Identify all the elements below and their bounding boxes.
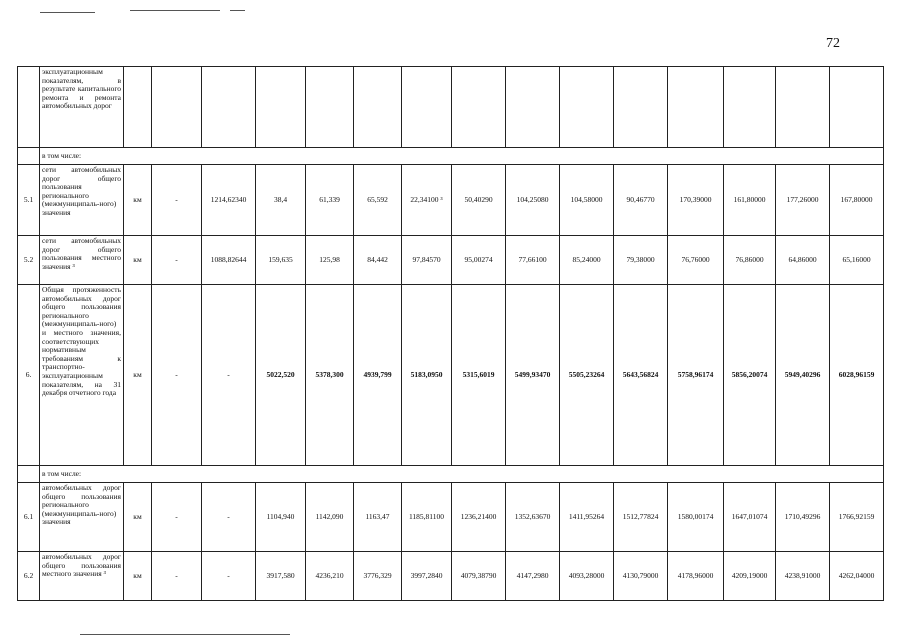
value-cell: 1512,77824 [614, 483, 668, 552]
value-cell [614, 67, 668, 148]
row-number-cell: 6. [18, 285, 40, 466]
value-cell: 90,46770 [614, 165, 668, 236]
value-cell: 4238,91000 [776, 552, 830, 601]
value-cell: 1647,01074 [724, 483, 776, 552]
table-row [18, 67, 884, 148]
scan-artifact-line [40, 12, 95, 13]
description-cell: сети автомобильных дорог общего пользования местного значения ³ [40, 236, 124, 285]
value-cell: 22,34100 ³ [402, 165, 452, 236]
value-cell: 3917,580 [256, 552, 306, 601]
value-cell: 159,635 [256, 236, 306, 285]
value-cell: 1142,090 [306, 483, 354, 552]
value-cell: - [152, 285, 202, 466]
subheader-cell: в том числе: [40, 148, 884, 165]
description-cell: Общая протяженность автомобильных дорог общего пользования регионального (межмуниципаль-ного) и местного значения, соответствующих нормативным требованиям к транспортно-эксплуатационным показателям, на 31 декабря отчетного года [40, 285, 124, 466]
value-cell [306, 67, 354, 148]
value-cell: 95,00274 [452, 236, 506, 285]
value-cell: 77,66100 [506, 236, 560, 285]
subheader-cell: в том числе: [40, 466, 884, 483]
value-cell: 65,16000 [830, 236, 884, 285]
value-cell [506, 67, 560, 148]
description-cell: сети автомобильных дорог общего пользования регионального (межмуниципаль-ного) значения [40, 165, 124, 236]
value-cell: 64,86000 [776, 236, 830, 285]
value-cell: 4130,79000 [614, 552, 668, 601]
value-cell [830, 67, 884, 148]
unit-cell: км [124, 552, 152, 601]
value-cell: 4236,210 [306, 552, 354, 601]
value-cell: 5643,56824 [614, 285, 668, 466]
value-cell: 1411,95264 [560, 483, 614, 552]
value-cell: 5499,93470 [506, 285, 560, 466]
value-cell: 4939,799 [354, 285, 402, 466]
value-cell: 4178,96000 [668, 552, 724, 601]
row-number-cell [18, 148, 40, 165]
value-cell: 85,24000 [560, 236, 614, 285]
value-cell [776, 67, 830, 148]
table-row [18, 165, 884, 236]
value-cell: - [202, 285, 256, 466]
value-cell: 5183,0950 [402, 285, 452, 466]
value-cell: - [152, 165, 202, 236]
row-number-cell [18, 67, 40, 148]
value-cell [452, 67, 506, 148]
value-cell: 3776,329 [354, 552, 402, 601]
value-cell: 170,39000 [668, 165, 724, 236]
row-number-cell: 5.2 [18, 236, 40, 285]
value-cell: 1104,940 [256, 483, 306, 552]
value-cell: 1236,21400 [452, 483, 506, 552]
value-cell [256, 67, 306, 148]
value-cell: 97,84570 [402, 236, 452, 285]
value-cell: 1766,92159 [830, 483, 884, 552]
value-cell: 5022,520 [256, 285, 306, 466]
value-cell: 65,592 [354, 165, 402, 236]
value-cell: 5505,23264 [560, 285, 614, 466]
value-cell: 125,98 [306, 236, 354, 285]
value-cell: 38,4 [256, 165, 306, 236]
value-cell: 5856,20074 [724, 285, 776, 466]
value-cell: 4079,38790 [452, 552, 506, 601]
value-cell: 1580,00174 [668, 483, 724, 552]
value-cell: 3997,2840 [402, 552, 452, 601]
scan-artifact-line [80, 634, 290, 635]
row-number-cell: 6.1 [18, 483, 40, 552]
value-cell: 4147,2980 [506, 552, 560, 601]
unit-cell: км [124, 236, 152, 285]
table-row [18, 552, 884, 601]
value-cell: 1163,47 [354, 483, 402, 552]
table-row [18, 148, 884, 165]
description-cell: автомобильных дорог общего пользования регионального (межмуниципаль-ного) значения [40, 483, 124, 552]
value-cell [668, 67, 724, 148]
value-cell [202, 67, 256, 148]
value-cell [354, 67, 402, 148]
table-row [18, 285, 884, 466]
value-cell: 50,40290 [452, 165, 506, 236]
value-cell: - [152, 236, 202, 285]
value-cell: 161,80000 [724, 165, 776, 236]
value-cell: 1088,82644 [202, 236, 256, 285]
value-cell: 5949,40296 [776, 285, 830, 466]
value-cell: 6028,96159 [830, 285, 884, 466]
value-cell: 1214,62340 [202, 165, 256, 236]
value-cell: 1185,81100 [402, 483, 452, 552]
value-cell: 104,25080 [506, 165, 560, 236]
value-cell: 1352,63670 [506, 483, 560, 552]
unit-cell: км [124, 285, 152, 466]
value-cell: 104,58000 [560, 165, 614, 236]
value-cell: 4209,19000 [724, 552, 776, 601]
value-cell: - [202, 552, 256, 601]
value-cell: 177,26000 [776, 165, 830, 236]
table-row [18, 483, 884, 552]
row-number-cell [18, 466, 40, 483]
description-cell: эксплуатационным показателям, в результате капитального ремонта и ремонта автомобильных дорог [40, 67, 124, 148]
scan-artifact-line [230, 10, 245, 11]
value-cell: 76,76000 [668, 236, 724, 285]
data-table [17, 66, 884, 601]
value-cell: 167,80000 [830, 165, 884, 236]
value-cell: 4262,04000 [830, 552, 884, 601]
scan-artifact-line [130, 10, 220, 11]
value-cell [402, 67, 452, 148]
value-cell: 79,38000 [614, 236, 668, 285]
value-cell [724, 67, 776, 148]
unit-cell [124, 67, 152, 148]
value-cell: 1710,49296 [776, 483, 830, 552]
value-cell [560, 67, 614, 148]
value-cell: 5378,300 [306, 285, 354, 466]
description-cell: автомобильных дорог общего пользования местного значения ³ [40, 552, 124, 601]
value-cell: - [152, 552, 202, 601]
value-cell [152, 67, 202, 148]
unit-cell: км [124, 165, 152, 236]
table-row [18, 466, 884, 483]
value-cell: 84,442 [354, 236, 402, 285]
table-row [18, 236, 884, 285]
value-cell: 61,339 [306, 165, 354, 236]
value-cell: 5315,6019 [452, 285, 506, 466]
value-cell: - [152, 483, 202, 552]
unit-cell: км [124, 483, 152, 552]
value-cell: - [202, 483, 256, 552]
page-number: 72 [826, 36, 840, 51]
value-cell: 5758,96174 [668, 285, 724, 466]
row-number-cell: 5.1 [18, 165, 40, 236]
row-number-cell: 6.2 [18, 552, 40, 601]
value-cell: 76,86000 [724, 236, 776, 285]
value-cell: 4093,28000 [560, 552, 614, 601]
